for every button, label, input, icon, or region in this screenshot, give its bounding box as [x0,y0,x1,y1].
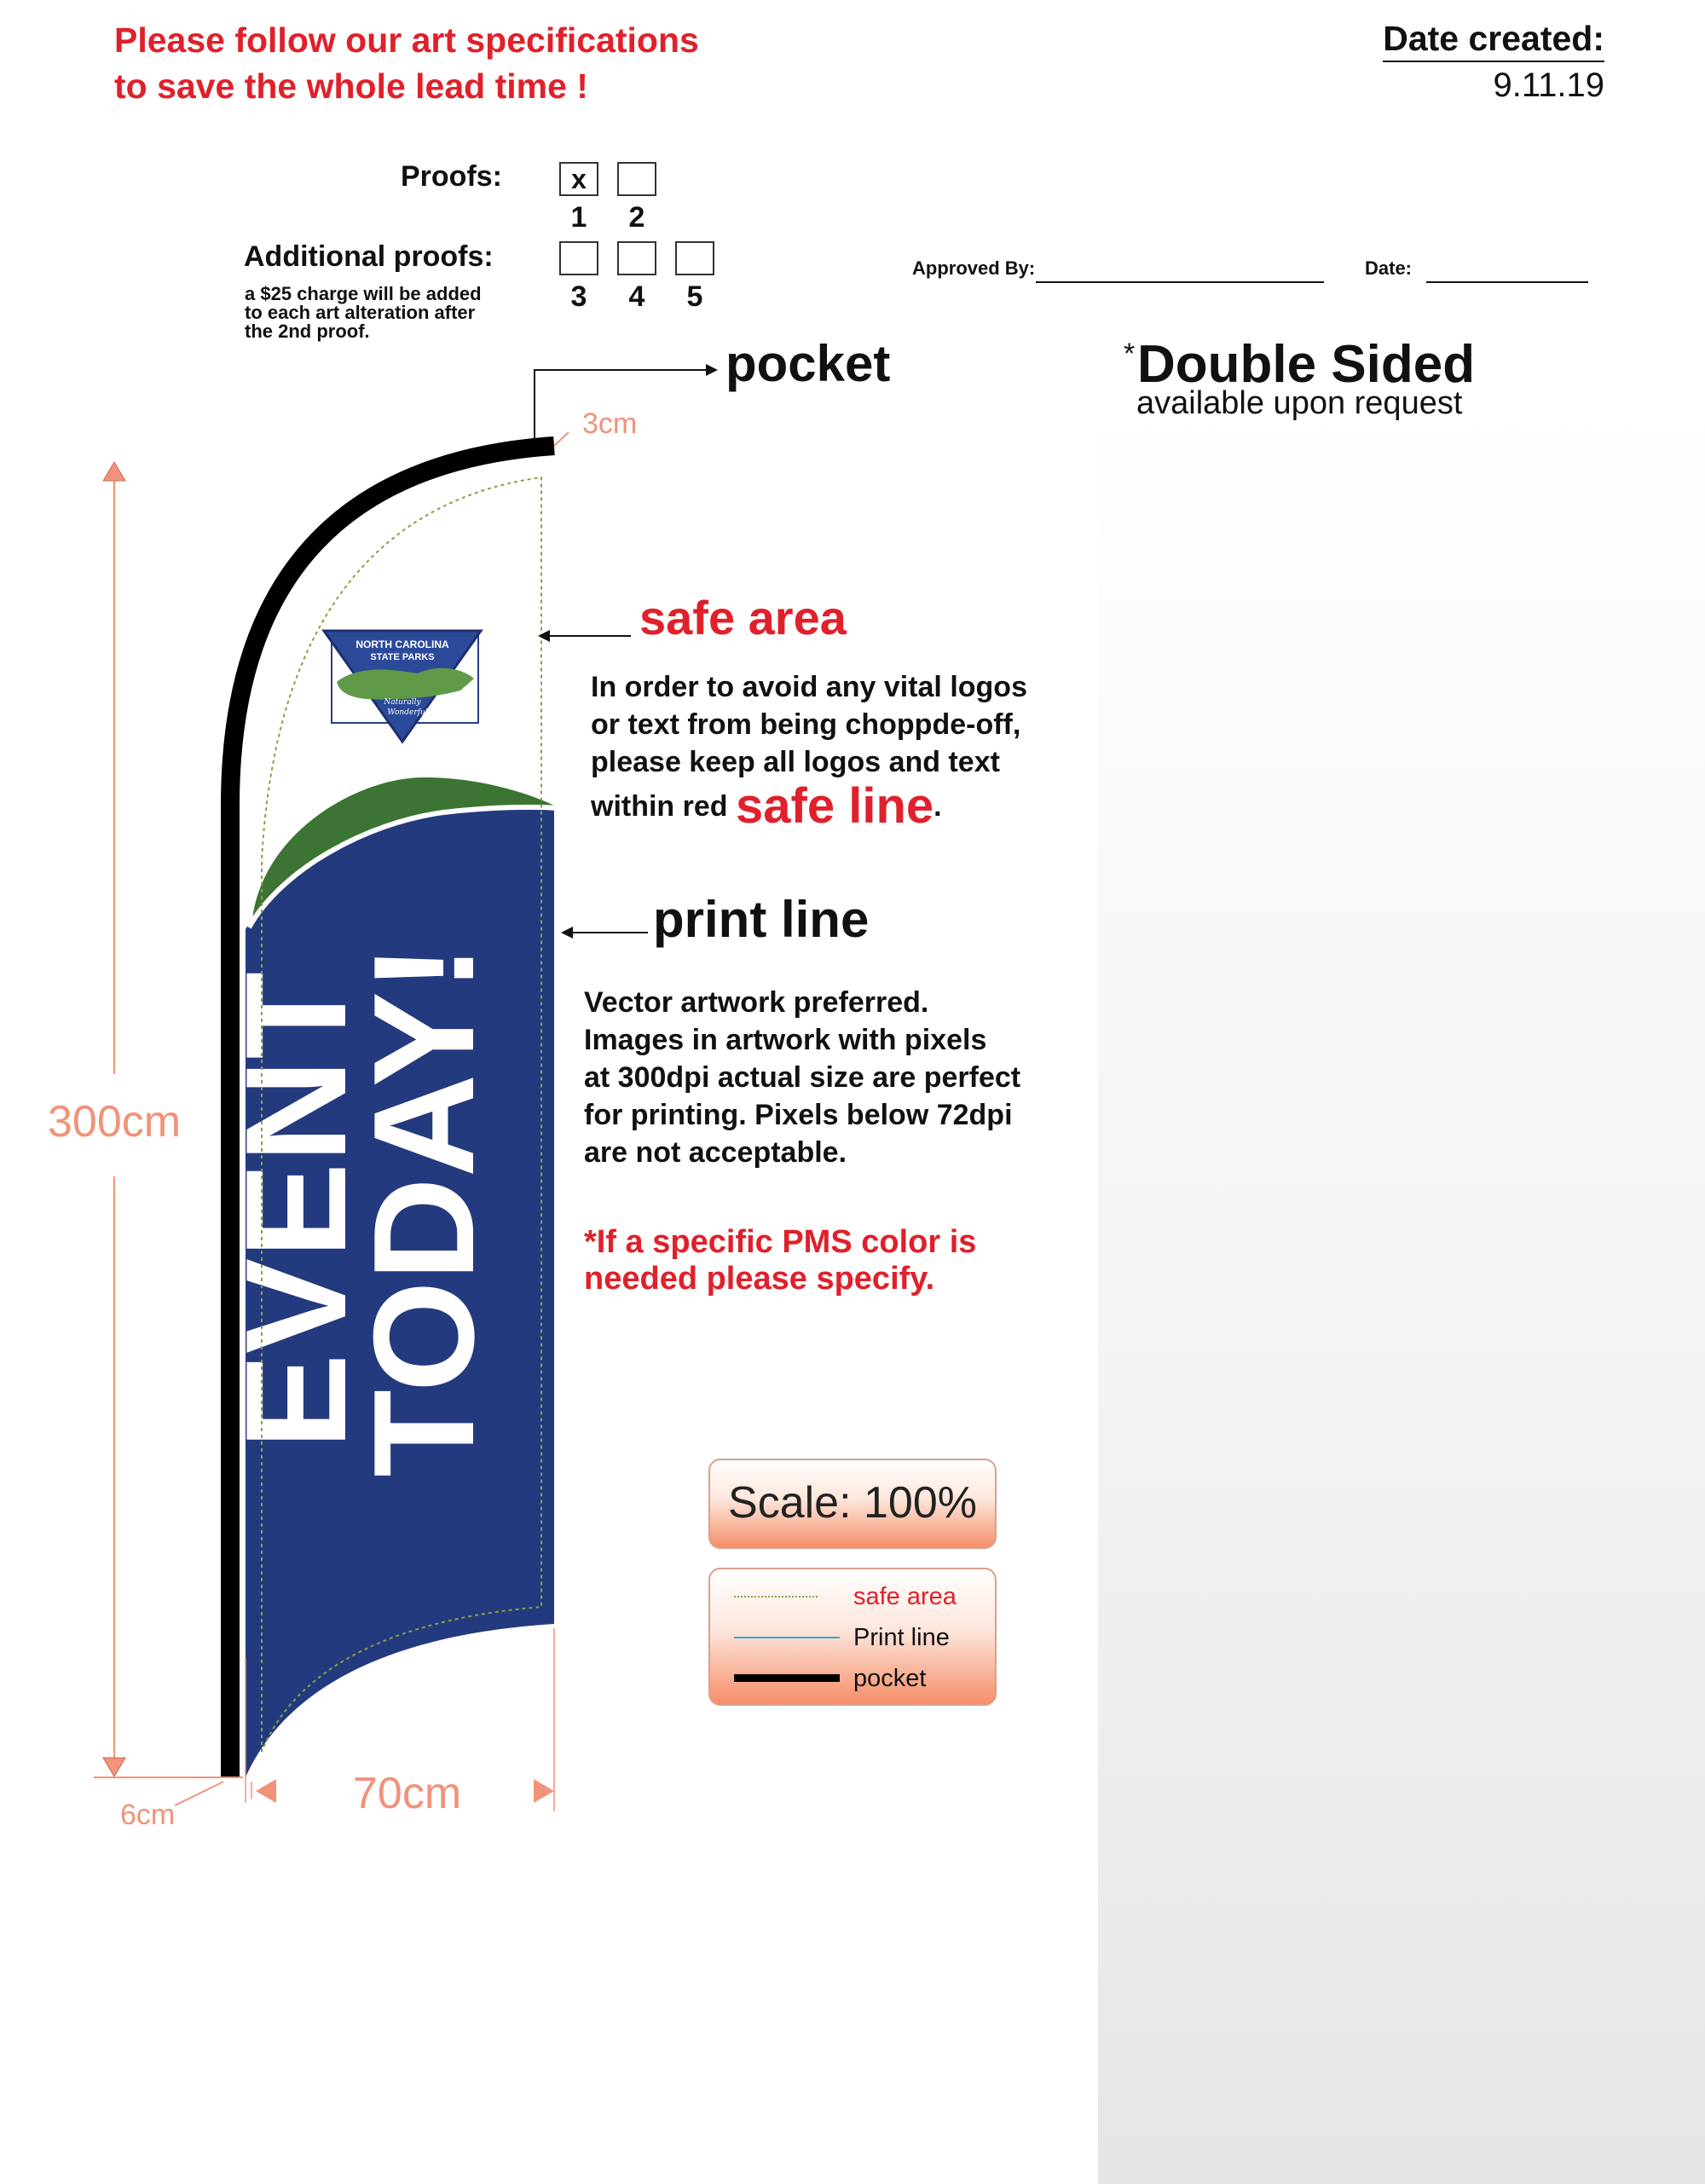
safe-text-period: . [933,790,942,823]
proof-number-2: 2 [628,201,645,234]
headline-group [216,944,504,1477]
scale-indicator: Scale: 100% [708,1459,997,1549]
logo-tagline-1: Naturally [384,698,421,707]
legend-row-safe-area [710,1580,995,1614]
charge-note-line-1: a $25 charge will be added [245,283,482,304]
safe-area-label: safe area [639,591,847,644]
approval-date-label: Date: [1365,257,1413,279]
height-arrow-down [103,1758,125,1777]
safe-text-line-4-prefix: within red [591,790,728,823]
pms-color-note [584,1224,976,1297]
pocket-label: pocket [725,335,891,392]
pocket-arrowhead [706,364,718,376]
proof-number-3: 3 [570,280,587,313]
pms-line-1: *If a specific PMS color is [584,1224,977,1260]
double-sided-title: Double Sided [1137,335,1476,394]
proof-number-1: 1 [570,201,587,234]
flag-width-label: 70cm [353,1769,462,1818]
logo-tagline-2: Wonderful [387,708,428,717]
legend-swatch-print-line [734,1637,840,1638]
legend-row-print-line [710,1621,995,1655]
charge-note-line-2: to each art alteration after [245,302,476,323]
proofs-label: Proofs: [401,160,502,193]
double-sided-asterisk: * [1124,338,1136,370]
legend-swatch-pocket [734,1674,840,1682]
vector-line-2: Images in artwork with pixels [584,1024,987,1056]
logo-line-1: NORTH CAROLINA [355,638,449,650]
width-arrow-right [534,1779,554,1803]
date-created-label: Date created: [1383,19,1604,62]
print-line-label: print line [653,891,870,948]
height-label: 300cm [48,1097,182,1147]
width-arrow-left [256,1779,276,1803]
print-line-arrowhead [561,927,573,939]
proof-checkbox-1[interactable]: x [559,162,598,196]
safe-area-description [591,668,1027,834]
base-width-label: 6cm [120,1799,176,1831]
nc-state-parks-logo [324,631,481,742]
headline-event: EVENT [216,971,376,1450]
safe-text-line-3: please keep all logos and text [591,746,1000,778]
legend-label-print-line: Print line [853,1624,950,1651]
pocket-width-line [554,432,569,446]
vector-line-3: at 300dpi actual size are perfect [584,1061,1021,1094]
vector-line-1: Vector artwork preferred. [584,986,929,1019]
safe-text-line-4 [591,778,1027,834]
vector-artwork-note [584,984,1020,1171]
pocket-width-label: 3cm [582,407,638,440]
charge-note-line-3: the 2nd proof. [245,321,370,342]
legend-swatch-safe-area [734,1596,818,1598]
base-dimension-line [175,1782,223,1806]
safe-area-arrowhead [538,630,550,642]
double-sided-subtitle: available upon request [1136,385,1463,421]
safe-text-line-2: or text from being choppde-off, [591,708,1021,741]
right-panel-background [1098,401,1705,2184]
notice-line-2: to save the whole lead time ! [114,66,588,106]
approved-by-label: Approved By: [912,257,1036,279]
notice-line-1: Please follow our art specifications [114,20,699,60]
legend-label-pocket: pocket [853,1665,927,1692]
legend-label-safe-area: safe area [853,1583,957,1610]
date-created-value: 9.11.19 [1493,66,1604,104]
legend-box [708,1568,997,1706]
pms-line-2: needed please specify. [584,1261,935,1297]
additional-proofs-label: Additional proofs: [244,240,494,273]
headline-today: TODAY! [344,944,504,1477]
proof-number-5: 5 [686,280,703,313]
logo-line-2: STATE PARKS [370,652,435,662]
approval-date-field[interactable] [1426,281,1588,283]
vector-line-5: are not acceptable. [584,1136,847,1169]
legend-row-pocket [710,1661,995,1696]
safe-text-line-1: In order to avoid any vital logos [591,671,1027,703]
proof-number-4: 4 [628,280,645,313]
vector-line-4: for printing. Pixels below 72dpi [584,1099,1013,1131]
height-arrow-up [103,462,125,481]
safe-line-term: safe line [736,778,934,834]
